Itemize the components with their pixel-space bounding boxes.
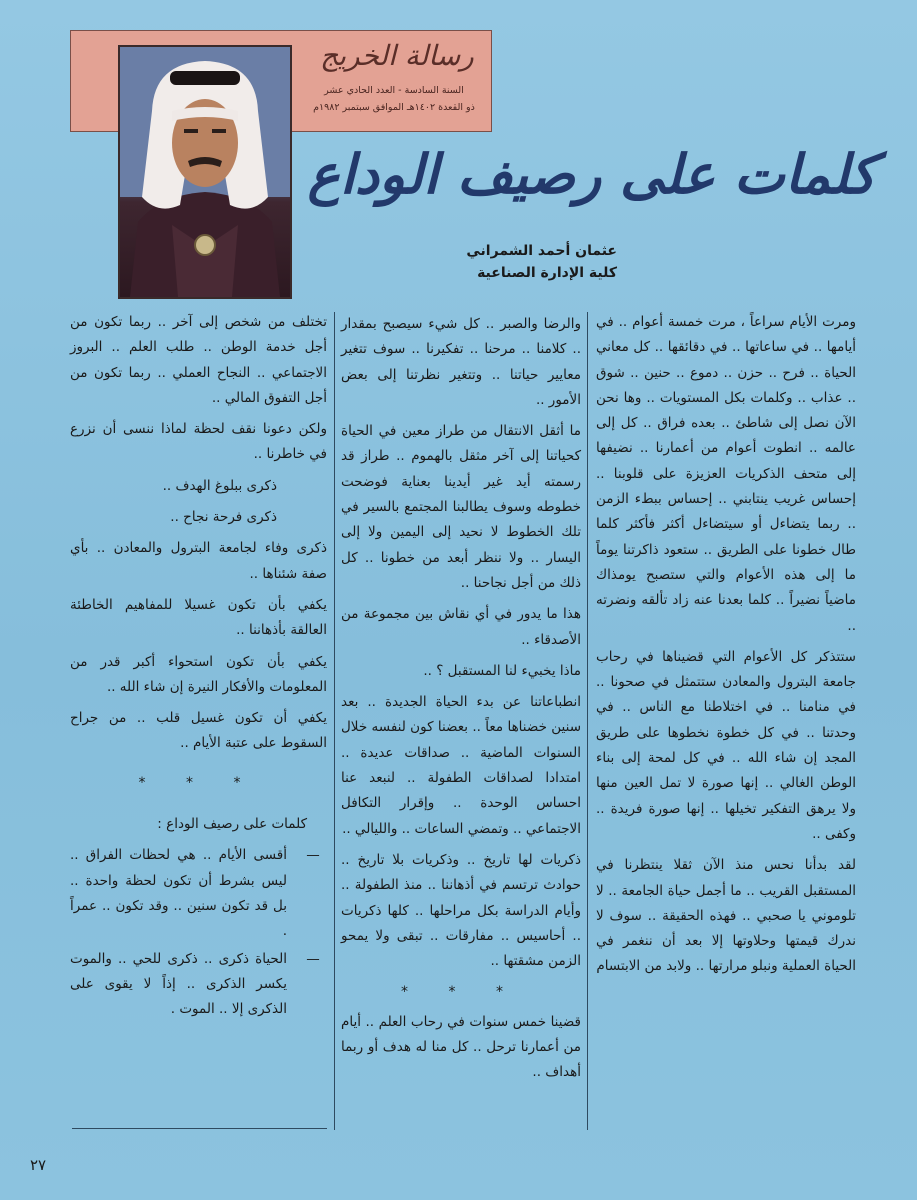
paragraph: ومرت الأيام سراعاً ، مرت خمسة أعوام .. في أيامها .. في ساعاتها .. في دقائقها .. كل معاني الحياة .. فرح .. حزن .. دموع .. حنين .. شوق .. عذاب .. وكلمات بكل المستويات .. وها نحن الآن نصل إلى شاطئ .. بعده فراق .. كل إلى عالمه .. انطوت أعوام من أعمارنا .. نضيفها إلى متحف الذكريات العزيزة على قلوبنا .. إحساس غريب ينتابني .. إحساس ببطء الزمن .. ربما يتضاءل أو سيتضاءل أكثر فأكثر كلما طال خطونا على الطريق .. ستعود ذاكرتنا يوماً ما إلى هذه الأعوام والتي ستصبح يومذاك ماضياً نضيراً .. كلما بعدنا عنه زاد تألقه ونضرته .. bbox=[596, 314, 856, 634]
column-divider bbox=[587, 312, 588, 1130]
paragraph: ما أثقل الانتقال من طراز معين في الحياة كحياتنا إلى آخر مثقل بالهموم .. طراز قد رسمته أيد غير أيدينا بعناية فوضحت خطوطه وسوف يطالبنا المجتمع بالسير في تلك الخطوط لا نحيد إلى اليمين ولا إلى اليسار .. ولا ننظر أبعد من خطونا .. كل ذلك من أجل نجاحنا .. bbox=[341, 423, 581, 591]
column-end-rule bbox=[72, 1128, 327, 1129]
poem-dash: — bbox=[306, 847, 320, 864]
article-column-right bbox=[596, 310, 856, 986]
magazine-title: رسالة الخريج bbox=[320, 39, 474, 72]
paragraph: قضينا خمس سنوات في رحاب العلم .. أيام من أعمارنا ترحل .. كل منا له هدف أو ربما أهداف .. bbox=[341, 1013, 581, 1081]
paragraph: ولكن دعونا نقف لحظة لماذا ننسى أن نزرع في خاطرنا .. bbox=[70, 421, 327, 463]
paragraph: لقد بدأنا نحس منذ الآن ثقلا ينتظرنا في المستقبل القريب .. ما أجمل حياة الجامعة .. لا تلوموني يا صحبي .. فهذه الحقيقة .. سوف لا ندرك قيمتها وحلاوتها إلا بعد أن ننغمر في الحياة العملية ونبلو مرارتها .. ولابد من الابتسام bbox=[596, 857, 856, 975]
paragraph: انطباعاتنا عن بدء الحياة الجديدة .. بعد سنين خضناها معاً .. بعضنا كون لنفسه خلال السنوات الماضية .. صداقات عديدة .. امتدادا لصداقات الطفولة .. لنبعد عنا احساس الوحدة .. وإقرار التكافل الاجتماعي .. وتمضي الساعات .. والليالي .. bbox=[341, 694, 581, 837]
author-byline bbox=[377, 240, 617, 284]
column-divider bbox=[334, 312, 335, 1130]
paragraph: ستتذكر كل الأعوام التي قضيناها في رحاب جامعة البترول والمعادن ستتمثل في صحونا .. في منامنا .. في اختلاطنا مع الناس .. في وحدتنا .. في كل خطوة نخطوها على طريق المجد إن شاء الله .. في كل لمحة إلى بناء الوطن الغالي .. إنها صورة لا تمل العين منها ولا يرهق التفكير تخيلها .. إنها صورة فريدة .. وكفى .. bbox=[596, 648, 856, 842]
poem-text: أقسى الأيام .. هي لحظات الفراق .. ليس بشرط أن تكون لحظة واحدة .. بل قد تكون سنين .. وقد تكون .. عمراً . bbox=[70, 847, 287, 940]
section-separator: * * * bbox=[401, 984, 521, 1001]
article-column-left bbox=[70, 310, 327, 1024]
article-column-middle bbox=[341, 312, 581, 1092]
issue-line: السنة السادسة - العدد الحادي عشر bbox=[324, 85, 464, 96]
paragraph: يكفي بأن تكون غسيلا للمفاهيم الخاطئة العالقة بأذهاننا .. bbox=[70, 596, 327, 639]
paragraph: والرضا والصبر .. كل شيء سيصبح بمقدار .. كلامنا .. مرحنا .. تفكيرنا .. سوف تتغير معايير حياتنا .. وتتغير نظرتنا إلى بعض الأمور .. bbox=[341, 316, 581, 408]
paragraph: يكفي بأن تكون استحواء أكبر قدر من المعلومات والأفكار النيرة إن شاء الله .. bbox=[70, 653, 327, 695]
paragraph: هذا ما يدور في أي نقاش بين مجموعة من الأصدقاء .. bbox=[341, 606, 581, 648]
paragraph: تختلف من شخص إلى آخر .. ربما تكون من أجل خدمة الوطن .. طلب العلم .. البروز الاجتماعي .. النجاح العملي .. ربما تكون من أجل التفوق المالي .. bbox=[70, 314, 327, 406]
poem-title: كلمات على رصيف الوداع : bbox=[157, 816, 307, 833]
author-name: عثمان أحمد الشمراني bbox=[466, 243, 617, 259]
poem-item bbox=[70, 843, 327, 944]
paragraph: يكفي أن تكون غسيل قلب .. من جراح السقوط على عتبة الأيام .. bbox=[70, 710, 327, 752]
paragraph: ذكريات لها تاريخ .. وذكريات بلا تاريخ .. حوادث ترتسم في أذهاننا .. منذ الطفولة .. وأيام الدراسة بكل مراحلها .. كلها ذكريات .. أحاسيس .. مفارقات .. تبقى ولا يمحو الزمن مشقتها .. bbox=[341, 851, 581, 970]
article-headline: كلمات على رصيف الوداع bbox=[307, 142, 876, 206]
author-photo bbox=[118, 45, 292, 299]
paragraph: ماذا يخبيء لنا المستقبل ؟ .. bbox=[423, 662, 581, 679]
author-college: كلية الإدارة الصناعية bbox=[477, 265, 617, 281]
poem-dash: — bbox=[306, 950, 320, 967]
page-number: ٢٧ bbox=[30, 1156, 47, 1174]
issue-date: ذو القعدة ١٤٠٢هـ الموافق سبتمبر ١٩٨٢م bbox=[313, 102, 475, 113]
paragraph: ذكرى وفاء لجامعة البترول والمعادن .. بأي صفة شئناها .. bbox=[70, 540, 327, 582]
paragraph: ذكرى ببلوغ الهدف .. bbox=[162, 477, 277, 494]
section-separator: * * * bbox=[138, 774, 259, 791]
poem-text: الحياة ذكرى .. ذكرى للحي .. والموت يكسر الذكرى .. إذاً لا يقوى على الذكرى إلا .. الموت . bbox=[70, 950, 287, 1018]
paragraph: ذكرى فرحة نجاح .. bbox=[170, 509, 277, 526]
poem-item bbox=[70, 947, 327, 1023]
